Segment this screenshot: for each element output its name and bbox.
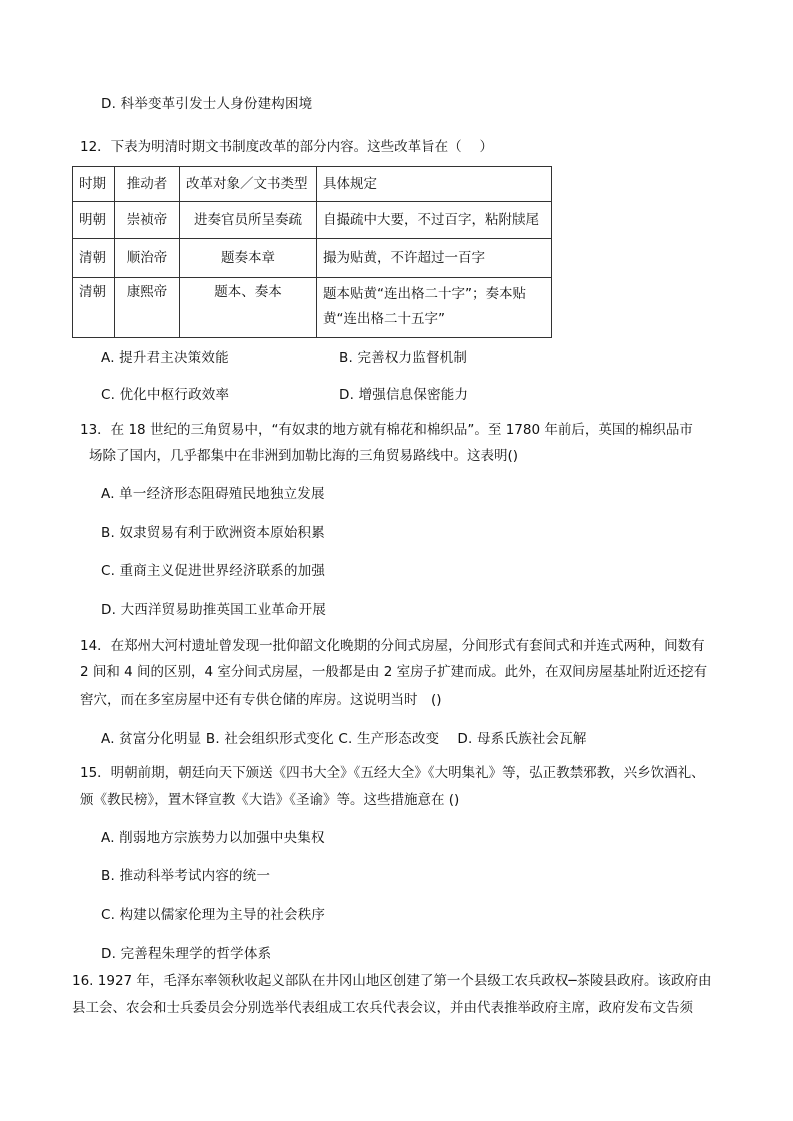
q12-option-b: B. 完善权力监督机制	[339, 350, 468, 366]
table-cell: 自撮疏中大要，不过百字，粘附牍尾	[317, 202, 552, 239]
table-row	[73, 278, 552, 338]
q13-option-d: D. 大西洋贸易助推英国工业革命开展	[101, 602, 327, 618]
table-cell: 顺治帝	[115, 239, 180, 278]
table-cell: 题本贴黄“连出格二十字”；奏本贴黄“连出格二十五字”	[317, 278, 552, 338]
q14-stem-line2: 2 间和 4 间的区别，4 室分间式房屋，一般都是由 2 室房子扩建而成。此外，在双间房屋基址附近还挖有	[80, 664, 708, 680]
q12-option-d: D. 增强信息保密能力	[339, 387, 469, 403]
q15-option-b: B. 推动科举考试内容的统一	[101, 868, 271, 884]
q12-option-c: C. 优化中枢行政效率	[101, 387, 230, 403]
q13-stem-line2: 场除了国内，几乎都集中在非洲到加勒比海的三角贸易路线中。这表明()	[89, 448, 519, 464]
table-cell: 明朝	[73, 202, 115, 239]
table-header-cell: 具体规定	[317, 167, 552, 202]
table-header-cell: 改革对象／文书类型	[180, 167, 317, 202]
q13-option-c: C. 重商主义促进世界经济联系的加强	[101, 563, 326, 579]
q13-option-a: A. 单一经济形态阻碍殖民地独立发展	[101, 486, 325, 502]
q15-stem-line2: 颁《教民榜》，置木铎宣教《大诰》《圣谕》等。这些措施意在 ()	[80, 792, 460, 808]
q11-option-d: D. 科举变革引发士人身份建构困境	[101, 96, 313, 112]
q14-options: A. 贫富分化明显 B. 社会组织形式变化 C. 生产形态改变 D. 母系氏族社会瓦解	[101, 731, 587, 747]
q15-stem-line1: 15．明朝前期，朝廷向天下颁送《四书大全》《五经大全》《大明集礼》等，弘正教禁邪教，兴乡饮酒礼、	[80, 765, 705, 781]
table-header-cell: 时期	[73, 167, 115, 202]
table-cell: 进奏官员所呈奏疏	[180, 202, 317, 239]
q14-stem-line1: 14．在郑州大河村遗址曾发现一批仰韶文化晚期的分间式房屋，分间形式有套间式和并连式两种，间数有	[80, 638, 705, 654]
table-header-cell: 推动者	[115, 167, 180, 202]
table-header-row	[73, 167, 552, 202]
q16-stem-line2: 县工会、农会和士兵委员会分别选举代表组成工农兵代表会议，并由代表推举政府主席，政府发布文告须	[72, 1000, 693, 1016]
table-cell: 题奏本章	[180, 239, 317, 278]
q15-option-d: D. 完善程朱理学的哲学体系	[101, 946, 272, 962]
table-cell: 清朝	[73, 278, 115, 338]
q12-stem: 12．下表为明清时期文书制度改革的部分内容。这些改革旨在（ ）	[80, 139, 493, 155]
q12-option-a: A. 提升君主决策效能	[101, 350, 229, 366]
table-cell: 康熙帝	[115, 278, 180, 338]
q13-stem-line1: 13．在 18 世纪的三角贸易中，“有奴隶的地方就有棉花和棉织品”。至 1780 年前后，英国的棉织品市	[80, 422, 693, 438]
q12-reform-table	[72, 166, 552, 338]
q16-stem-line1: 16. 1927 年，毛泽东率领秋收起义部队在井冈山地区创建了第一个县级工农兵政权─茶陵县政府。该政府由	[72, 973, 712, 989]
q14-stem-line3: 窖穴，而在多室房屋中还有专供仓储的库房。这说明当时 ()	[80, 692, 442, 708]
q13-option-b: B. 奴隶贸易有利于欧洲资本原始积累	[101, 525, 325, 541]
table-row	[73, 202, 552, 239]
table-row	[73, 239, 552, 278]
table-cell: 题本、奏本	[180, 278, 317, 338]
table-cell: 清朝	[73, 239, 115, 278]
q15-option-a: A. 削弱地方宗族势力以加强中央集权	[101, 830, 325, 846]
table-cell: 崇祯帝	[115, 202, 180, 239]
q15-option-c: C. 构建以儒家伦理为主导的社会秩序	[101, 907, 326, 923]
table-cell: 撮为贴黄，不许超过一百字	[317, 239, 552, 278]
